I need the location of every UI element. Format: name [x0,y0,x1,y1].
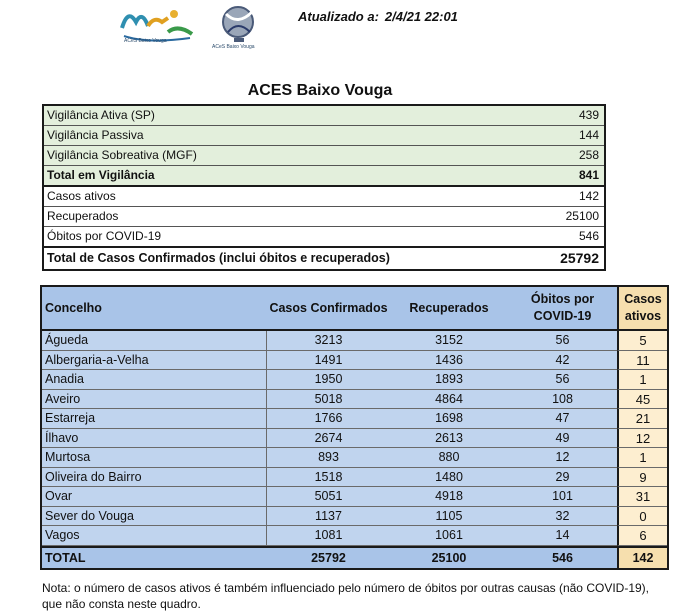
aces-logo-text: ACeS Baixo Vouga [124,38,167,44]
row-label: Total em Vigilância [47,168,155,182]
row-value: 142 [578,189,599,203]
cell-obitos: 56 [508,331,617,351]
table-row [42,468,667,488]
table-body [42,331,667,546]
cell-ativos: 5 [617,331,667,351]
cell-confirmados: 1518 [267,468,390,488]
row-label: Vigilância Ativa (SP) [47,108,155,122]
cell-obitos: 29 [508,468,617,488]
header-confirmados: Casos Confirmados [269,300,388,315]
cell-ativos: 21 [617,409,667,429]
cell-ativos: 6 [617,526,667,546]
row-label: Total de Casos Confirmados (inclui óbitos e recuperados) [47,251,390,265]
row-value: 144 [578,128,599,142]
cell-confirmados: 1950 [267,370,390,390]
table-row [42,487,667,507]
cell-recuperados: 1105 [390,507,508,527]
updated-timestamp [298,9,458,24]
cell-obitos: 42 [508,351,617,371]
cell-ativos: 45 [617,390,667,410]
cell-concelho: Oliveira do Bairro [42,468,267,488]
cell-recuperados: 1698 [390,409,508,429]
cell-concelho: Ovar [42,487,267,507]
row-label: Vigilância Passiva [47,128,144,142]
cell-concelho: Aveiro [42,390,267,410]
table-row [42,526,667,546]
cell-obitos: 56 [508,370,617,390]
cell-obitos: 14 [508,526,617,546]
header-obitos: Óbitos por COVID-19 [530,292,595,323]
updated-value: 2/4/21 22:01 [384,9,458,24]
cell-obitos: 47 [508,409,617,429]
cell-concelho: Murtosa [42,448,267,468]
table-header [42,287,667,331]
cell-recuperados: 1893 [390,370,508,390]
cell-ativos: 12 [617,429,667,449]
header-ativos: Casos ativos [617,287,667,329]
cell-obitos: 108 [508,390,617,410]
cell-ativos: 9 [617,468,667,488]
cell-confirmados: 1137 [267,507,390,527]
aces-logo [118,4,198,48]
surveillance-section [44,106,604,187]
cell-ativos: 11 [617,351,667,371]
cell-concelho: Albergaria-a-Velha [42,351,267,371]
row-value: 546 [578,229,599,243]
summary-row [44,227,604,246]
cell-obitos: 101 [508,487,617,507]
table-row [42,370,667,390]
row-label: Casos ativos [47,189,116,203]
cell-recuperados: 4918 [390,487,508,507]
cases-section [44,187,604,246]
summary-row-total [44,166,604,185]
cell-ativos: 1 [617,370,667,390]
header-concelho: Concelho [45,300,102,315]
logos [118,4,278,52]
table-row [42,507,667,527]
total-recuperados: 25100 [431,550,467,565]
cell-confirmados: 5051 [267,487,390,507]
row-label: Vigilância Sobreativa (MGF) [47,148,197,162]
cell-concelho: Sever do Vouga [42,507,267,527]
cell-confirmados: 2674 [267,429,390,449]
cell-recuperados: 1061 [390,526,508,546]
summary-row [44,106,604,126]
table-row [42,429,667,449]
updated-label: Atualizado a: [298,9,379,24]
cell-confirmados: 3213 [267,331,390,351]
cell-obitos: 32 [508,507,617,527]
table-total-row [42,546,667,568]
cell-recuperados: 1436 [390,351,508,371]
row-value: 841 [578,168,599,182]
summary-table [42,104,606,271]
table-row [42,448,667,468]
sns-logo-text: ACeS Baixo Vouga [212,44,255,50]
cell-concelho: Águeda [42,331,267,351]
cell-concelho: Anadia [42,370,267,390]
cell-obitos: 12 [508,448,617,468]
cell-confirmados: 893 [267,448,390,468]
cell-recuperados: 2613 [390,429,508,449]
concelho-table [40,285,669,570]
cell-confirmados: 1491 [267,351,390,371]
total-confirmados: 25792 [311,550,346,565]
cell-recuperados: 3152 [390,331,508,351]
cell-recuperados: 880 [390,448,508,468]
cell-concelho: Ílhavo [42,429,267,449]
row-label: Óbitos por COVID-19 [47,229,162,243]
cell-ativos: 1 [617,448,667,468]
confirmed-total-row [44,246,604,269]
header-recuperados: Recuperados [409,300,489,315]
table-row [42,390,667,410]
summary-row [44,126,604,146]
row-value: 439 [578,108,599,122]
row-value: 25792 [560,250,599,266]
cell-ativos: 0 [617,507,667,527]
cell-recuperados: 1480 [390,468,508,488]
sns-logo [210,4,272,50]
cell-ativos: 31 [617,487,667,507]
table-row [42,409,667,429]
cell-recuperados: 4864 [390,390,508,410]
row-label: Recuperados [47,209,119,223]
total-obitos: 546 [552,550,573,565]
total-label: TOTAL [45,550,86,565]
row-value: 25100 [565,209,599,223]
table-row [42,351,667,371]
cell-confirmados: 1766 [267,409,390,429]
cell-concelho: Estarreja [42,409,267,429]
table-row [42,331,667,351]
cell-obitos: 49 [508,429,617,449]
cell-confirmados: 5018 [267,390,390,410]
page-title: ACES Baixo Vouga [247,82,393,99]
footnote: Nota: o número de casos ativos é também influenciado pelo número de óbitos por outras causas (não COVID-19), que não consta neste quadro. [42,581,649,611]
row-value: 258 [578,148,599,162]
summary-row [44,207,604,227]
cell-concelho: Vagos [42,526,267,546]
total-ativos: 142 [617,548,667,568]
summary-row [44,146,604,166]
cell-confirmados: 1081 [267,526,390,546]
summary-row [44,187,604,207]
